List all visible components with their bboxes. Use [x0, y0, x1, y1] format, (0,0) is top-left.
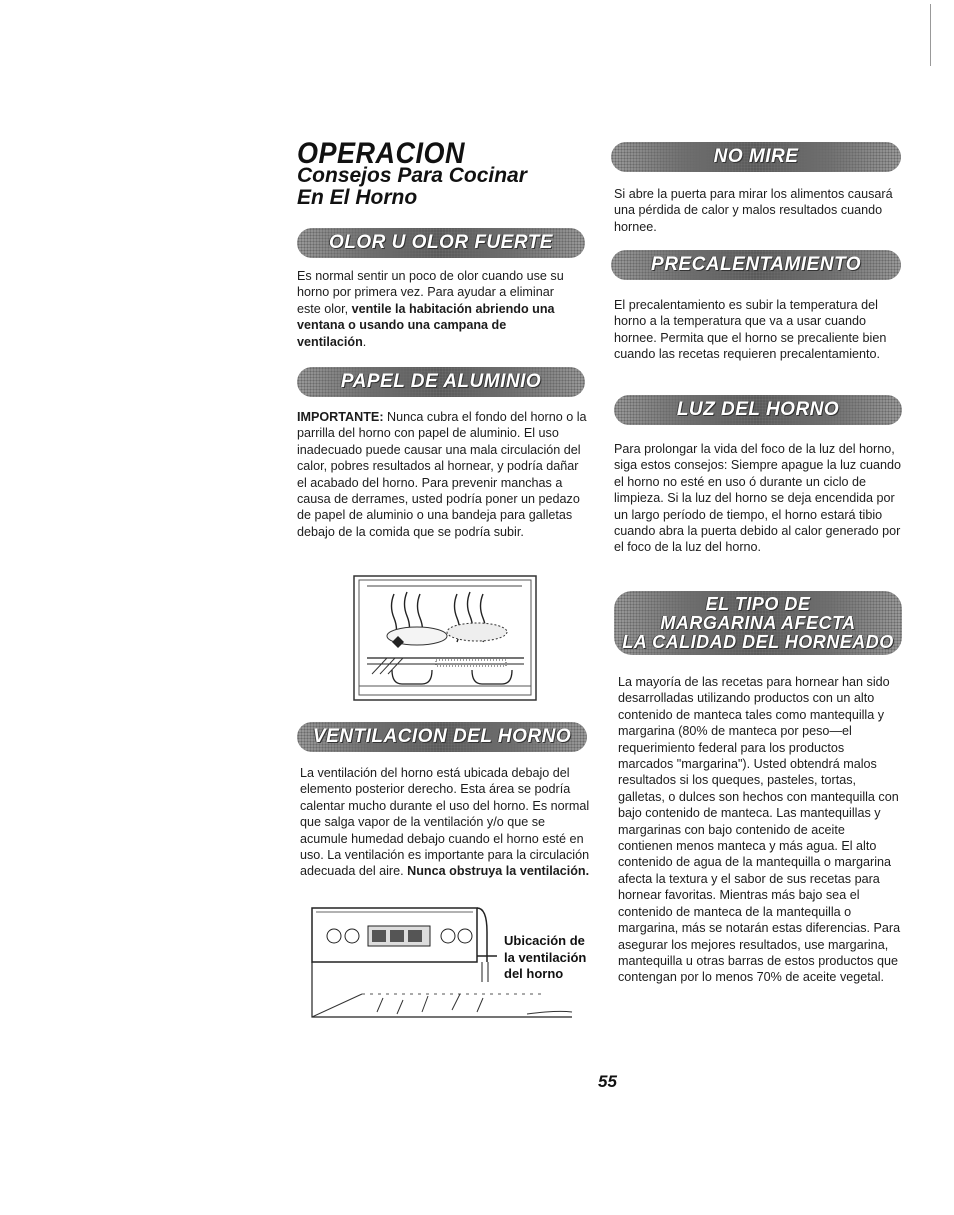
- section-banner-margarina-line2: MARGARINA AFECTA: [660, 612, 856, 633]
- section-banner-no-mire: [611, 142, 901, 172]
- page-number: 55: [598, 1072, 617, 1091]
- olor-text-end: .: [362, 334, 367, 349]
- section-banner-precalentamiento-label: PRECALENTAMIENTO: [651, 254, 861, 275]
- section-banner-no-mire-label: NO MIRE: [713, 146, 799, 167]
- margarina-paragraph: La mayoría de las recetas para hornear han sido desarrolladas utilizando productos con un alto contenido de manteca tales como mantequilla y margarina (80% de manteca por peso—el requerimiento federal para los productos marcados "margarina"). Usted obtendrá malos resultados si los queques, pasteles, tortas, galletas, o dulces son hechos con mantequilla con bajo contenido de manteca. Las mantequillas y margarinas con bajo contenido de aceite contienen menos manteca y más agua. El alto contenido de agua de la mantequilla o margarina afecta la textura y el sabor de sus recetas para hornear favoritas. Mientras más bajo sea el contenido de manteca de la mantequilla o margarina, más se notarán estas diferencias. Para asegurar los mejores resultados, use margarina, mantequilla u otras barras de estos productos que contengan por lo menos 70% de aceite vegetal.: [618, 675, 901, 985]
- section-banner-papel-label: PAPEL DE ALUMINIO: [340, 371, 542, 392]
- scan-edge-mark: [930, 4, 931, 66]
- papel-text: Nunca cubra el fondo del horno o la parrilla del horno con papel de aluminio. El uso inadecuado puede causar una mala circulación del calor, pobres resultados al hornear, y podría dañar el acabado del horno. Para prevenir manchas a causa de derrames, usted podría poner un pedazo de papel de aluminio o una bandeja para galletas debajo de la comida que se podría subir.: [297, 410, 587, 539]
- ventilacion-paragraph: [300, 765, 590, 880]
- page-title: OPERACION: [297, 137, 466, 170]
- ventilacion-text-plain: La ventilación del horno está ubicada debajo del elemento posterior derecho. Esta área se podría calentar mucho durante el uso del horno. Es normal que salga vapor de la ventilación y/o que se acumule humedad debajo cuando el horno esté en uso. La ventilación es importante para la circulación adecuada del aire.: [300, 766, 590, 879]
- vent-caption: [504, 933, 586, 983]
- section-banner-olor: [297, 228, 585, 258]
- precalentamiento-paragraph: El precalentamiento es subir la temperatura del horno a la temperatura que va a usar cuando hornee. Permita que el horno se precaliente bien cuando las recetas requieren precalentamiento.: [614, 298, 887, 362]
- section-banner-luz-label: LUZ DEL HORNO: [676, 399, 840, 420]
- papel-lead: IMPORTANTE:: [297, 410, 384, 424]
- vent-caption-line3: del horno: [504, 966, 564, 981]
- section-banner-ventilacion-label: VENTILACION DEL HORNO: [312, 726, 572, 747]
- section-banner-margarina-line1: EL TIPO DE: [705, 593, 811, 614]
- papel-paragraph: [297, 409, 587, 540]
- section-banner-margarina: [614, 591, 902, 655]
- oven-interior-illustration: [352, 574, 538, 702]
- section-banner-precalentamiento: [611, 250, 901, 280]
- page-subtitle-line2: En El Horno: [297, 186, 418, 209]
- section-banner-luz: [614, 395, 902, 425]
- vent-caption-line1: Ubicación de: [504, 933, 585, 948]
- olor-text-bold: ventile la habitación abriendo una ventana o usando una campana de ventilación: [297, 301, 555, 349]
- section-banner-margarina-line3: LA CALIDAD DEL HORNEADO: [622, 631, 894, 652]
- luz-paragraph: Para prolongar la vida del foco de la luz del horno, siga estos consejos: Siempre apague la luz cuando el horno no esté en uso ó durante un ciclo de limpieza. Si la luz del horno se deja encendida por un largo período de tiempo, el horno estará tibio cuando abra la puerta debido al calor generado por el foco de la luz del horno.: [614, 442, 902, 555]
- ventilacion-text-bold: Nunca obstruya la ventilación.: [407, 864, 590, 879]
- section-banner-papel: [297, 367, 585, 397]
- no-mire-paragraph: Si abre la puerta para mirar los alimentos causará una pérdida de calor y malos resultados cuando hornee.: [614, 187, 893, 234]
- vent-caption-line2: la ventilación: [504, 949, 587, 965]
- olor-text-plain: Es normal sentir un poco de olor cuando use su horno por primera vez. Para ayudar a eliminar este olor,: [297, 269, 564, 316]
- section-banner-ventilacion: [297, 722, 587, 752]
- section-banner-olor-label: OLOR U OLOR FUERTE: [329, 232, 553, 253]
- olor-paragraph: [297, 268, 577, 350]
- page-subtitle-line1: Consejos Para Cocinar: [297, 164, 527, 187]
